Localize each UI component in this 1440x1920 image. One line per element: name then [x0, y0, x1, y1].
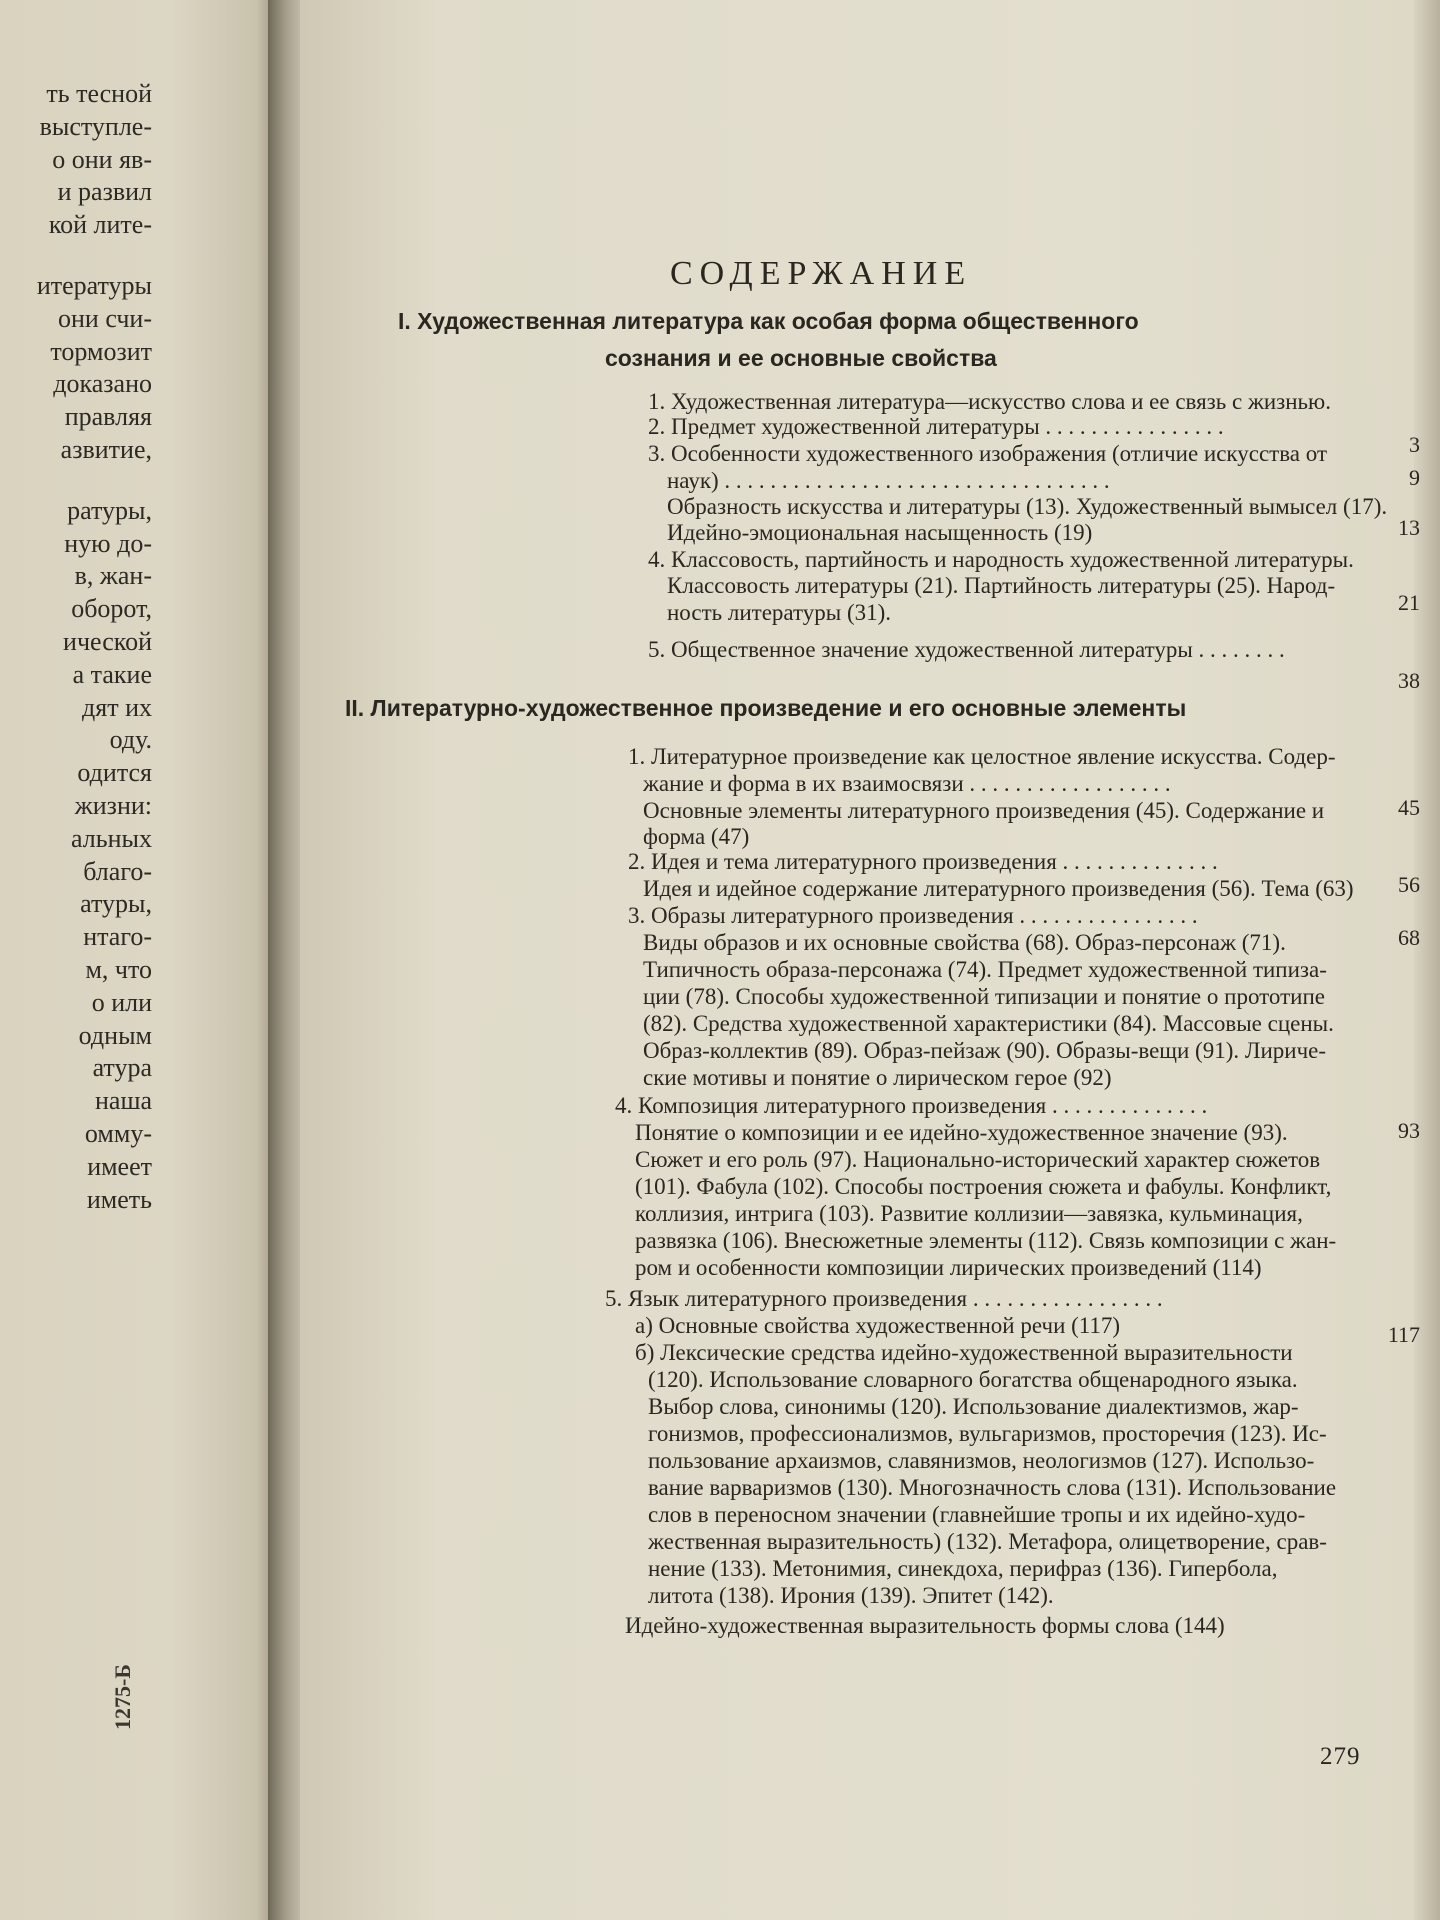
toc-entry-line: 5. Общественное значение художественной литературы . . . . . . . . [648, 637, 1285, 662]
toc-entry-line: литота (138). Ирония (139). Эпитет (142). [648, 1583, 1054, 1608]
part-1-heading-cont: сознания и ее основные свойства [605, 345, 997, 371]
toc-entry-line: ром и особенности композиции лирических произведений (114) [635, 1255, 1262, 1280]
toc-entry-line: Понятие о композиции и ее идейно-художественное значение (93). [635, 1120, 1288, 1145]
toc-entry-line: Образность искусства и литературы (13). Художественный вымысел (17). [667, 494, 1387, 519]
toc-entry-line: ские мотивы и понятие о лирическом герое (92) [643, 1065, 1112, 1090]
left-line: имеет [87, 1151, 152, 1181]
toc-entry-line: Сюжет и его роль (97). Национально-исторический характер сюжетов [635, 1147, 1321, 1172]
toc-entry-line: Образ-коллектив (89). Образ-пейзаж (90). Образы-вещи (91). Лириче- [643, 1038, 1327, 1063]
table-of-contents [300, 0, 1440, 1920]
left-line: тормозит [50, 336, 152, 366]
left-line: а такие [72, 659, 152, 689]
left-line [0, 242, 152, 270]
toc-page-number: 93 [1398, 1118, 1420, 1143]
toc-entry-line: пользование архаизмов, славянизмов, неологизмов (127). Использо- [648, 1448, 1315, 1473]
left-line: благо- [83, 856, 152, 886]
left-line: одится [77, 758, 152, 788]
toc-entry-line: а) Основные свойства художественной речи (117) [635, 1313, 1121, 1338]
toc-entry-line: коллизия, интрига (103). Развитие коллизии—завязка, кульминация, [635, 1201, 1303, 1226]
right-page [300, 0, 1440, 1920]
toc-entry-line: 1. Литературное произведение как целостное явление искусства. Содер- [628, 744, 1336, 769]
toc-entry-line: б) Лексические средства идейно-художественной выразительности [635, 1340, 1293, 1365]
part-1-heading: I. Художественная литература как особая форма общественного [398, 308, 1139, 334]
left-line: нтаго- [83, 922, 152, 952]
left-line: одным [78, 1020, 152, 1050]
left-line: о или [91, 987, 152, 1017]
left-line: в, жан- [74, 561, 152, 591]
left-page-text [0, 78, 152, 1216]
toc-page-number: 3 [1409, 432, 1420, 457]
toc-page-number: 56 [1398, 872, 1420, 897]
left-line: ратуры, [67, 495, 152, 525]
left-line: м, что [85, 954, 152, 984]
left-line: они счи- [58, 303, 152, 333]
left-line: оборот, [71, 594, 152, 624]
toc-entry-line: 3. Особенности художественного изображения (отличие искусства от [648, 441, 1327, 466]
left-line: ть тесной [46, 79, 152, 108]
left-line [0, 467, 152, 495]
left-line: атуры, [80, 889, 152, 919]
left-line: атура [92, 1053, 152, 1083]
toc-entry-line: вание варваризмов (130). Многозначность слова (131). Использование [648, 1475, 1337, 1500]
toc-page-number: 9 [1409, 465, 1420, 490]
left-line: ической [63, 626, 152, 656]
toc-entry-line: наук) . . . . . . . . . . . . . . . . . . . . . . . . . . . . . . . . . . [667, 468, 1110, 493]
toc-entry-line: 5. Язык литературного произведения . . . . . . . . . . . . . . . . . [605, 1286, 1163, 1311]
toc-entry-line: 2. Предмет художественной литературы . . . . . . . . . . . . . . . . [648, 414, 1224, 439]
left-line: правляя [64, 402, 152, 432]
toc-entry-line: Виды образов и их основные свойства (68). Образ-персонаж (71). [643, 930, 1286, 955]
toc-page-number: 45 [1398, 795, 1420, 820]
left-line: омму- [84, 1118, 152, 1148]
left-line: о они яв- [52, 144, 152, 174]
left-line: азвитие, [60, 434, 152, 464]
toc-entry-line: Идейно-эмоциональная насыщенность (19) [667, 520, 1093, 545]
toc-entry-line: (120). Использование словарного богатства общенародного языка. [648, 1367, 1298, 1392]
toc-entry-line: Основные элементы литературного произведения (45). Содержание и [643, 798, 1325, 823]
toc-entry-line: Типичность образа-персонажа (74). Предмет художественной типиза- [643, 957, 1327, 982]
toc-entry-line: 3. Образы литературного произведения . . . . . . . . . . . . . . . . [628, 903, 1198, 928]
toc-entry-line: (101). Фабула (102). Способы построения сюжета и фабулы. Конфликт, [635, 1174, 1332, 1199]
left-line: выступле- [39, 111, 152, 141]
toc-entry-line: 1. Художественная литература—искусство слова и ее связь с жизнью. [648, 389, 1331, 414]
toc-entry-line: гонизмов, профессионализмов, вульгаризмов, просторечия (123). Ис- [648, 1421, 1327, 1446]
printer-signature-mark: 1275-Б [110, 1664, 135, 1730]
toc-entry-line: 2. Идея и тема литературного произведения . . . . . . . . . . . . . . [628, 849, 1218, 874]
left-page [0, 0, 285, 1920]
toc-entry-line: форма (47) [643, 824, 750, 849]
toc-entry-line: жание и форма в их взаимосвязи . . . . . . . . . . . . . . . . . . [643, 771, 1171, 796]
toc-entry-line: 4. Композиция литературного произведения . . . . . . . . . . . . . . [615, 1093, 1208, 1118]
left-line: кой лите- [48, 210, 152, 240]
toc-page-number: 13 [1398, 515, 1420, 540]
toc-entry-line: слов в переносном значении (главнейшие тропы и их идейно-худо- [648, 1502, 1306, 1527]
toc-entry-line: нение (133). Метонимия, синекдоха, перифраз (136). Гипербола, [648, 1556, 1278, 1581]
toc-entry-line: ции (78). Способы художественной типизации и понятие о прототипе [643, 984, 1325, 1009]
left-line: итературы [36, 270, 152, 300]
toc-entry-line: Выбор слова, синонимы (120). Использование диалектизмов, жар- [648, 1394, 1299, 1419]
toc-entry-line: Идея и идейное содержание литературного произведения (56). Тема (63) [643, 876, 1354, 901]
part-2-heading: II. Литературно-художественное произведение и его основные элементы [345, 695, 1187, 721]
folio-page-number: 279 [1320, 1743, 1361, 1770]
toc-entry-line: 4. Классовость, партийность и народность художественной литературы. [648, 547, 1354, 572]
left-line: оду. [109, 725, 152, 755]
toc-entry-line: развязка (106). Внесюжетные элементы (112). Связь композиции с жан- [635, 1228, 1337, 1253]
toc-entry-line: жественная выразительность) (132). Метафора, олицетворение, срав- [648, 1529, 1327, 1554]
left-line: и развил [57, 177, 152, 207]
toc-entry-line: (82). Средства художественной характеристики (84). Массовые сцены. [643, 1011, 1334, 1036]
left-line: наша [94, 1086, 152, 1116]
left-line: ную до- [64, 528, 152, 558]
left-line: дят их [82, 692, 152, 722]
toc-entry-line: ность литературы (31). [667, 600, 892, 625]
toc-page-number: 21 [1398, 590, 1420, 615]
toc-entry-line: Идейно-художественная выразительность формы слова (144) [625, 1613, 1225, 1638]
toc-entry-line: Классовость литературы (21). Партийность литературы (25). Народ- [667, 573, 1336, 598]
toc-page-number: 117 [1387, 1322, 1420, 1347]
toc-title: СОДЕРЖАНИЕ [670, 255, 973, 292]
left-line: доказано [53, 369, 152, 399]
toc-page-number: 68 [1398, 925, 1420, 950]
toc-page-number: 38 [1398, 668, 1420, 693]
left-line: иметь [86, 1184, 152, 1214]
left-line: альных [71, 823, 152, 853]
left-line: жизни: [74, 790, 152, 820]
